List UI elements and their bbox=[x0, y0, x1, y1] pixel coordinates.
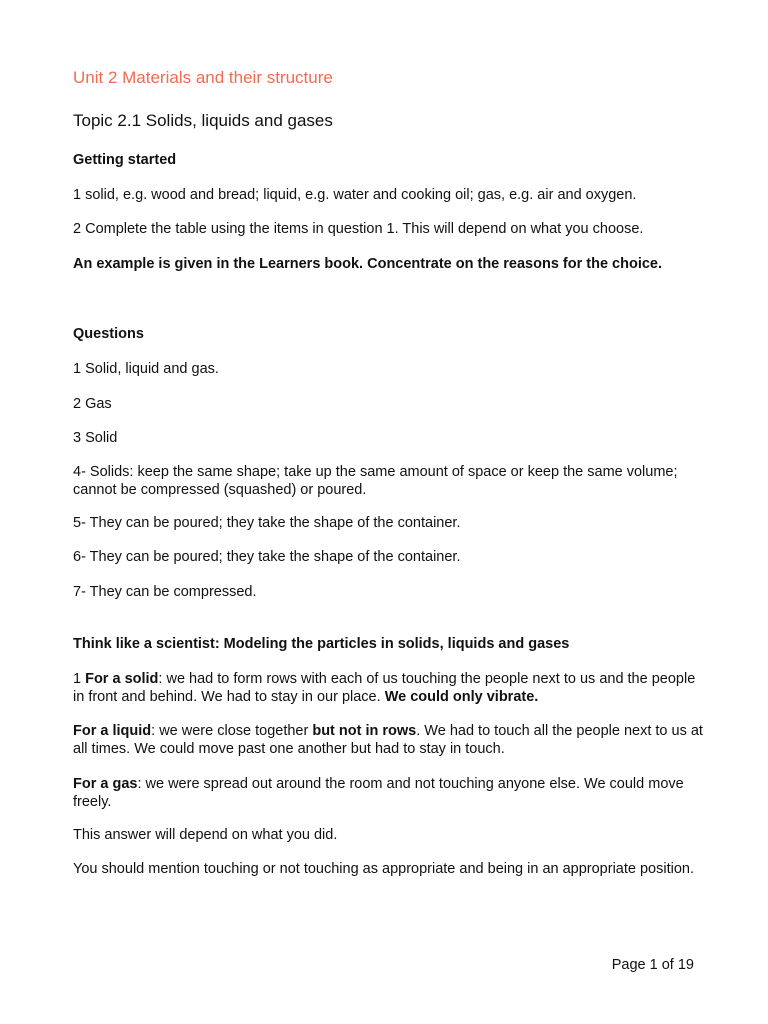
question-answer-5: 5- They can be poured; they take the shape of the container. bbox=[73, 515, 461, 531]
question-answer-2: 2 Gas bbox=[73, 396, 112, 412]
solid-label: For a solid bbox=[85, 671, 159, 687]
question-answer-3: 3 Solid bbox=[73, 430, 118, 446]
liquid-emphasis: but not in rows bbox=[312, 723, 417, 739]
solid-paragraph bbox=[73, 670, 703, 706]
answer-depends-note: This answer will depend on what you did. bbox=[73, 827, 338, 843]
getting-started-item-2: 2 Complete the table using the items in question 1. This will depend on what you choose. bbox=[73, 221, 644, 237]
mention-touching-note: You should mention touching or not touching as appropriate and being in an appropriate position. bbox=[73, 861, 694, 877]
question-answer-7: 7- They can be compressed. bbox=[73, 584, 257, 600]
question-answer-4: 4- Solids: keep the same shape; take up the same amount of space or keep the same volume; cannot be compressed (squashed) or poured. bbox=[73, 464, 678, 498]
getting-started-item-1: 1 solid, e.g. wood and bread; liquid, e.g. water and cooking oil; gas, e.g. air and oxygen. bbox=[73, 187, 637, 203]
liquid-text-2: . We had to touch all the people next to us at all times. We could move past one another but had to stay in touch. bbox=[73, 723, 703, 757]
gas-label: For a gas bbox=[73, 776, 138, 792]
liquid-text-1: : we were close together bbox=[151, 723, 313, 739]
questions-heading: Questions bbox=[73, 326, 144, 342]
solid-number: 1 bbox=[73, 671, 86, 687]
page-number: Page 1 of 19 bbox=[611, 957, 694, 973]
liquid-paragraph bbox=[73, 722, 703, 758]
question-answer-1: 1 Solid, liquid and gas. bbox=[73, 361, 219, 377]
topic-title: Topic 2.1 Solids, liquids and gases bbox=[73, 111, 333, 130]
gas-text: : we were spread out around the room and not touching anyone else. We could move freely. bbox=[73, 776, 684, 810]
liquid-label: For a liquid bbox=[73, 723, 152, 739]
solid-text: : we had to form rows with each of us touching the people next to us and the people in front and behind. We had to stay in our place. bbox=[73, 671, 696, 705]
unit-title: Unit 2 Materials and their structure bbox=[73, 68, 333, 87]
learners-book-note: An example is given in the Learners book. Concentrate on the reasons for the choice. bbox=[73, 256, 663, 272]
think-like-scientist-heading: Think like a scientist: Modeling the particles in solids, liquids and gases bbox=[73, 636, 570, 652]
gas-paragraph bbox=[73, 775, 703, 811]
question-answer-6: 6- They can be poured; they take the shape of the container. bbox=[73, 549, 461, 565]
solid-emphasis: We could only vibrate. bbox=[384, 689, 539, 705]
getting-started-heading: Getting started bbox=[73, 152, 177, 168]
